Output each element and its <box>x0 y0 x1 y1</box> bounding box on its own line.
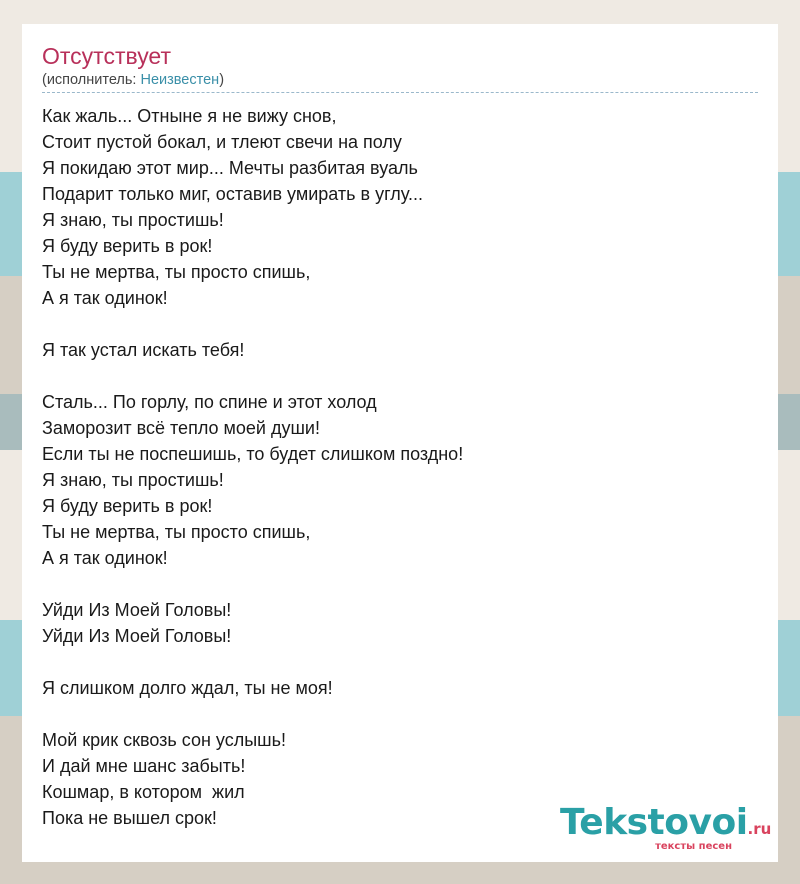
lyric-line <box>42 649 758 675</box>
lyric-line <box>42 311 758 337</box>
site-logo[interactable] <box>560 804 770 856</box>
lyric-line: И дай мне шанс забыть! <box>42 756 246 776</box>
lyric-line: Я так устал искать тебя! <box>42 340 245 360</box>
lyrics-card <box>22 24 778 862</box>
lyric-line: Заморозит всё тепло моей души! <box>42 418 320 438</box>
lyric-line: Как жаль... Отныне я не вижу снов, <box>42 106 337 126</box>
lyric-line: Я покидаю этот мир... Мечты разбитая вуаль <box>42 158 418 178</box>
artist-link[interactable]: Неизвестен <box>140 72 220 88</box>
lyric-line: Я слишком долго ждал, ты не моя! <box>42 678 333 698</box>
lyric-line <box>42 571 758 597</box>
lyric-line: Если ты не поспешишь, то будет слишком поздно! <box>42 444 464 464</box>
lyric-line: Мой крик сквозь сон услышь! <box>42 730 286 750</box>
lyric-line: Пока не вышел срок! <box>42 808 217 828</box>
lyric-line: Я буду верить в рок! <box>42 236 213 256</box>
lyric-line: А я так одинок! <box>42 288 168 308</box>
lyric-line <box>42 363 758 389</box>
lyric-line: Уйди Из Моей Головы! <box>42 600 232 620</box>
logo-main-text: Tekstovoi <box>560 802 748 843</box>
lyric-line <box>42 701 758 727</box>
logo-subtitle: тексты песен <box>655 841 732 852</box>
lyric-line: Стоит пустой бокал, и тлеют свечи на полу <box>42 132 402 152</box>
lyric-line: Я буду верить в рок! <box>42 496 213 516</box>
lyric-line: А я так одинок! <box>42 548 168 568</box>
lyric-line: Кошмар, в котором жил <box>42 782 245 802</box>
lyric-line: Я знаю, ты простишь! <box>42 210 224 230</box>
lyric-line: Уйди Из Моей Головы! <box>42 626 232 646</box>
lyric-line: Я знаю, ты простишь! <box>42 470 224 490</box>
lyric-line: Сталь... По горлу, по спине и этот холод <box>42 392 377 412</box>
song-title: Отсутствует <box>42 43 171 69</box>
logo-tld: .ru <box>747 820 772 838</box>
artist-line <box>42 70 758 93</box>
lyrics-text <box>42 103 758 831</box>
lyric-line: Подарит только миг, оставив умирать в углу... <box>42 184 423 204</box>
lyric-line: Ты не мертва, ты просто спишь, <box>42 522 311 542</box>
artist-suffix: ) <box>219 72 225 88</box>
lyric-line: Ты не мертва, ты просто спишь, <box>42 262 311 282</box>
artist-prefix: (исполнитель: <box>42 72 141 88</box>
